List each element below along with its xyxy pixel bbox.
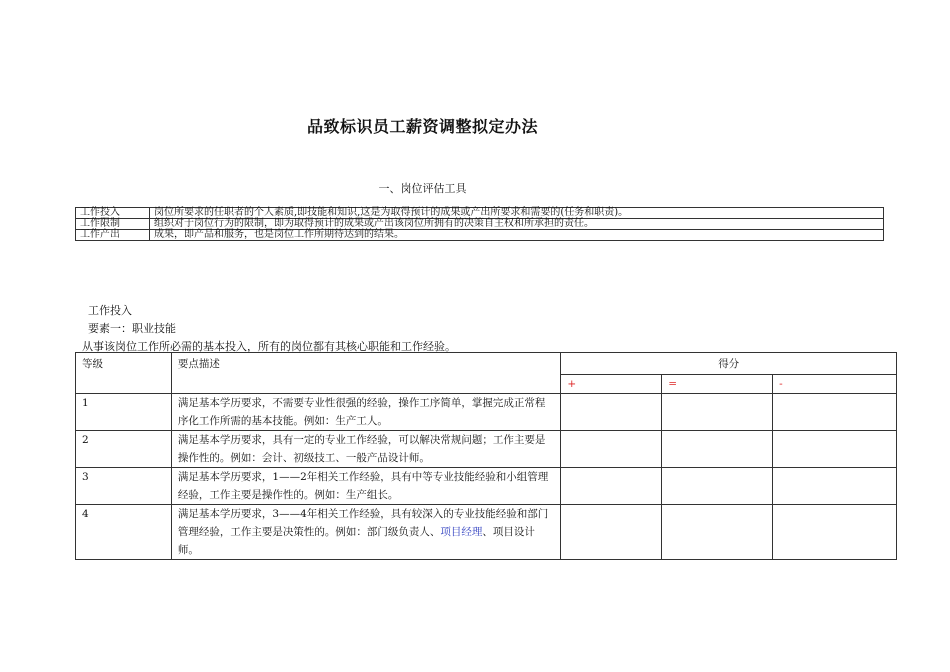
score-cell[interactable] [561, 394, 662, 431]
definitions-table [75, 207, 884, 241]
level-cell: 3 [76, 468, 172, 505]
sub-heading: 工作投入 [88, 304, 132, 317]
table-row [76, 208, 884, 219]
description-text: 满足基本学历要求，3——4年相关工作经验，具有较深入的专业技能经验和部门管理经验，工作主要是决策性的。例如：部门级负责人、 [177, 508, 549, 538]
definition-desc: 岗位所要求的任职者的个人素质,即技能和知识,这是为取得预计的成果或产出所要求和需要的(任务和职责)。 [150, 208, 884, 219]
score-cell[interactable] [662, 468, 773, 505]
description-text: 、项目设计师。 [177, 526, 535, 556]
definition-desc: 成果，即产品和服务，也是岗位工作所期待达到的结果。 [150, 230, 884, 241]
score-cell[interactable] [773, 431, 897, 468]
header-level: 等级 [76, 353, 172, 394]
score-minus: - [773, 375, 897, 394]
score-plus: + [561, 375, 662, 394]
document-title: 品致标识员工薪资调整拟定办法 [306, 117, 538, 136]
table-row [76, 394, 897, 431]
definition-term: 工作产出 [76, 230, 150, 241]
score-cell[interactable] [773, 468, 897, 505]
header-description: 要点描述 [171, 353, 560, 394]
section-heading: 一、岗位评估工具 [378, 182, 467, 195]
table-header-row [76, 353, 897, 375]
definition-term: 工作限制 [76, 219, 150, 230]
score-cell[interactable] [662, 505, 773, 560]
table-row [76, 431, 897, 468]
level-cell: 2 [76, 431, 172, 468]
score-cell[interactable] [773, 505, 897, 560]
skills-table [75, 352, 897, 560]
score-cell[interactable] [561, 468, 662, 505]
level-cell: 1 [76, 394, 172, 431]
description-cell: 满足基本学历要求，1——2年相关工作经验，具有中等专业技能经验和小组管理经验，工作主要是操作性的。例如：生产组长。 [171, 468, 560, 505]
score-cell[interactable] [561, 431, 662, 468]
score-cell[interactable] [773, 394, 897, 431]
intro-paragraph: 从事该岗位工作所必需的基本投入，所有的岗位都有其核心职能和工作经验。 [82, 340, 456, 353]
table-row [76, 505, 897, 560]
description-cell: 满足基本学历要求，不需要专业性很强的经验，操作工序简单，掌握完成正常程序化工作所需的基本技能。例如：生产工人。 [171, 394, 560, 431]
description-cell [171, 505, 560, 560]
table-row [76, 468, 897, 505]
score-cell[interactable] [561, 505, 662, 560]
description-cell: 满足基本学历要求，具有一定的专业工作经验，可以解决常规问题；工作主要是操作性的。例如：会计、初级技工、一般产品设计师。 [171, 431, 560, 468]
level-cell: 4 [76, 505, 172, 560]
table-row [76, 230, 884, 241]
definition-term: 工作投入 [76, 208, 150, 219]
score-equal: = [662, 375, 773, 394]
score-cell[interactable] [662, 431, 773, 468]
table-row [76, 219, 884, 230]
element-heading: 要素一：职业技能 [88, 322, 176, 335]
score-cell[interactable] [662, 394, 773, 431]
header-score: 得分 [561, 353, 897, 375]
project-manager-link[interactable]: 项目经理 [440, 526, 483, 538]
definition-desc: 组织对于岗位行为的限制，即为取得预计的成果或产出该岗位所拥有的决策自主权和所承担的责任。 [150, 219, 884, 230]
